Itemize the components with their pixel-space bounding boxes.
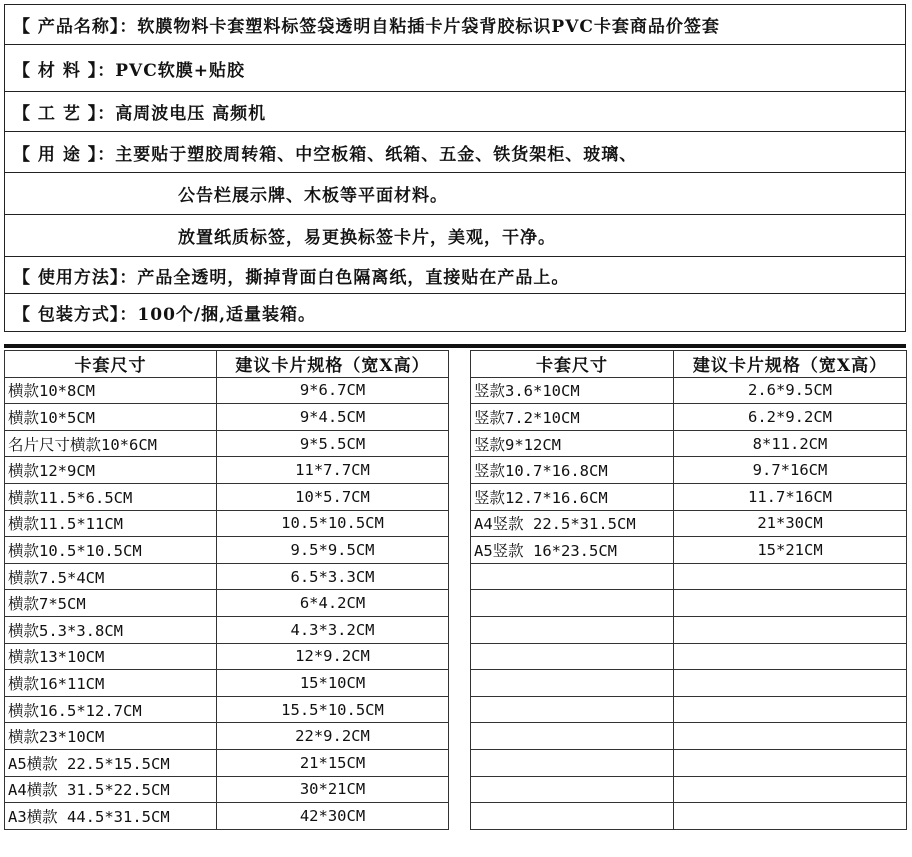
card-spec-cell: 9*6.7CM bbox=[217, 377, 449, 404]
sleeve-size-cell: 竖款10.7*16.8CM bbox=[471, 457, 674, 484]
card-spec-cell: 9.7*16CM bbox=[674, 457, 907, 484]
usage-value: 主要贴于塑胶周转箱、中空板箱、纸箱、五金、铁货架柜、玻璃、 bbox=[115, 144, 638, 165]
sleeve-size-cell: 横款11.5*11CM bbox=[5, 510, 217, 537]
table-row bbox=[5, 483, 449, 510]
card-spec-cell: 11*7.7CM bbox=[217, 457, 449, 484]
sleeve-size-cell: A5竖款 16*23.5CM bbox=[471, 537, 674, 564]
sleeve-size-cell bbox=[471, 590, 674, 617]
sleeve-size-cell: A4竖款 22.5*31.5CM bbox=[471, 510, 674, 537]
table-row bbox=[471, 537, 907, 564]
usage-label: 【 用 途 】： bbox=[13, 144, 116, 165]
card-spec-cell: 21*30CM bbox=[674, 510, 907, 537]
sleeve-size-cell: 横款16*11CM bbox=[5, 670, 217, 697]
column-header-card-spec: 建议卡片规格（宽X高） bbox=[217, 351, 449, 378]
column-header-sleeve-size: 卡套尺寸 bbox=[471, 351, 674, 378]
table-row bbox=[471, 590, 907, 617]
sleeve-size-cell bbox=[471, 803, 674, 830]
card-spec-cell: 42*30CM bbox=[217, 803, 449, 830]
card-spec-cell: 22*9.2CM bbox=[217, 723, 449, 750]
info-row-method bbox=[5, 257, 905, 294]
table-row bbox=[5, 803, 449, 830]
column-header-card-spec: 建议卡片规格（宽X高） bbox=[674, 351, 907, 378]
table-row bbox=[471, 404, 907, 431]
sleeve-size-cell bbox=[471, 616, 674, 643]
card-spec-cell bbox=[674, 803, 907, 830]
table-row bbox=[471, 616, 907, 643]
info-row-packing bbox=[5, 294, 905, 331]
card-spec-cell: 6.5*3.3CM bbox=[217, 563, 449, 590]
table-row bbox=[5, 643, 449, 670]
sleeve-size-cell: A4横款 31.5*22.5CM bbox=[5, 776, 217, 803]
sleeve-size-cell: 竖款9*12CM bbox=[471, 430, 674, 457]
table-row bbox=[471, 563, 907, 590]
card-spec-cell bbox=[674, 590, 907, 617]
table-row bbox=[471, 510, 907, 537]
info-row-usage-cont-1 bbox=[5, 173, 905, 215]
table-row bbox=[5, 537, 449, 564]
sleeve-size-cell: 横款10.5*10.5CM bbox=[5, 537, 217, 564]
sleeve-size-cell: 横款16.5*12.7CM bbox=[5, 696, 217, 723]
table-header-row bbox=[471, 351, 907, 378]
packing-value: 100个/捆,适量装箱。 bbox=[137, 305, 317, 325]
table-row bbox=[471, 670, 907, 697]
table-row bbox=[5, 723, 449, 750]
sleeve-size-cell: 横款5.3*3.8CM bbox=[5, 616, 217, 643]
card-spec-cell bbox=[674, 696, 907, 723]
table-row bbox=[471, 803, 907, 830]
table-row bbox=[471, 776, 907, 803]
card-spec-cell bbox=[674, 723, 907, 750]
card-spec-cell bbox=[674, 749, 907, 776]
card-spec-cell bbox=[674, 776, 907, 803]
card-spec-cell: 8*11.2CM bbox=[674, 430, 907, 457]
sleeve-size-cell: 横款23*10CM bbox=[5, 723, 217, 750]
usage-line-2: 公告栏展示牌、木板等平面材料。 bbox=[178, 186, 448, 206]
table-row bbox=[5, 404, 449, 431]
table-row bbox=[471, 696, 907, 723]
sleeve-size-cell bbox=[471, 776, 674, 803]
card-spec-cell: 6*4.2CM bbox=[217, 590, 449, 617]
table-row bbox=[5, 457, 449, 484]
table-row bbox=[5, 510, 449, 537]
table-row bbox=[5, 670, 449, 697]
column-header-sleeve-size: 卡套尺寸 bbox=[5, 351, 217, 378]
material-value: PVC软膜+贴胶 bbox=[115, 60, 246, 81]
card-spec-cell: 11.7*16CM bbox=[674, 483, 907, 510]
table-row bbox=[5, 590, 449, 617]
table-row bbox=[5, 696, 449, 723]
card-spec-cell: 21*15CM bbox=[217, 749, 449, 776]
sleeve-size-cell: 横款11.5*6.5CM bbox=[5, 483, 217, 510]
method-label: 【 使用方法】： bbox=[13, 267, 138, 288]
card-spec-cell: 30*21CM bbox=[217, 776, 449, 803]
card-spec-cell bbox=[674, 670, 907, 697]
card-spec-cell: 10.5*10.5CM bbox=[217, 510, 449, 537]
table-row bbox=[5, 616, 449, 643]
card-spec-cell: 9*5.5CM bbox=[217, 430, 449, 457]
card-spec-cell: 15*10CM bbox=[217, 670, 449, 697]
card-spec-cell: 15*21CM bbox=[674, 537, 907, 564]
table-row bbox=[471, 723, 907, 750]
sleeve-size-cell: 竖款3.6*10CM bbox=[471, 377, 674, 404]
sleeve-size-cell: A5横款 22.5*15.5CM bbox=[5, 749, 217, 776]
table-row bbox=[5, 377, 449, 404]
table-row bbox=[5, 563, 449, 590]
table-row bbox=[5, 430, 449, 457]
table-row bbox=[471, 457, 907, 484]
table-row bbox=[5, 749, 449, 776]
horizontal-size-table bbox=[4, 350, 449, 830]
sleeve-size-cell: A3横款 44.5*31.5CM bbox=[5, 803, 217, 830]
table-row bbox=[471, 483, 907, 510]
card-spec-cell: 4.3*3.2CM bbox=[217, 616, 449, 643]
sleeve-size-cell: 竖款12.7*16.6CM bbox=[471, 483, 674, 510]
product-info-panel bbox=[4, 4, 906, 332]
sleeve-size-cell bbox=[471, 723, 674, 750]
info-row-process bbox=[5, 92, 905, 132]
sleeve-size-cell: 横款7.5*4CM bbox=[5, 563, 217, 590]
sleeve-size-cell bbox=[471, 749, 674, 776]
info-row-usage bbox=[5, 132, 905, 173]
card-spec-cell bbox=[674, 616, 907, 643]
info-row-product-name bbox=[5, 5, 905, 45]
vertical-size-table bbox=[470, 350, 907, 830]
process-value: 高周波电压 高频机 bbox=[115, 104, 267, 124]
card-spec-cell bbox=[674, 643, 907, 670]
info-row-material bbox=[5, 45, 905, 92]
card-spec-cell: 15.5*10.5CM bbox=[217, 696, 449, 723]
product-name-label: 【 产品名称】： bbox=[13, 17, 138, 37]
table-row bbox=[471, 643, 907, 670]
material-label: 【 材 料 】： bbox=[13, 60, 116, 81]
section-divider bbox=[4, 344, 906, 348]
sleeve-size-cell: 横款10*8CM bbox=[5, 377, 217, 404]
sleeve-size-cell bbox=[471, 696, 674, 723]
sleeve-size-cell: 横款12*9CM bbox=[5, 457, 217, 484]
card-spec-cell: 12*9.2CM bbox=[217, 643, 449, 670]
sleeve-size-cell bbox=[471, 563, 674, 590]
sleeve-size-cell bbox=[471, 670, 674, 697]
card-spec-cell: 9*4.5CM bbox=[217, 404, 449, 431]
table-row bbox=[471, 749, 907, 776]
sleeve-size-cell: 名片尺寸横款10*6CM bbox=[5, 430, 217, 457]
sleeve-size-cell: 横款13*10CM bbox=[5, 643, 217, 670]
process-label: 【 工 艺 】： bbox=[13, 104, 116, 124]
info-row-usage-cont-2 bbox=[5, 215, 905, 257]
card-spec-cell: 6.2*9.2CM bbox=[674, 404, 907, 431]
card-spec-cell bbox=[674, 563, 907, 590]
table-row bbox=[5, 776, 449, 803]
table-row bbox=[471, 377, 907, 404]
table-row bbox=[471, 430, 907, 457]
card-spec-cell: 9.5*9.5CM bbox=[217, 537, 449, 564]
card-spec-cell: 2.6*9.5CM bbox=[674, 377, 907, 404]
sleeve-size-cell: 竖款7.2*10CM bbox=[471, 404, 674, 431]
sleeve-size-cell: 横款7*5CM bbox=[5, 590, 217, 617]
usage-line-3: 放置纸质标签，易更换标签卡片，美观，干净。 bbox=[178, 228, 556, 248]
table-header-row bbox=[5, 351, 449, 378]
product-name-value: 软膜物料卡套塑料标签袋透明自粘插卡片袋背胶标识PVC卡套商品价签套 bbox=[137, 17, 720, 37]
packing-label: 【 包装方式】： bbox=[13, 305, 138, 325]
sleeve-size-cell: 横款10*5CM bbox=[5, 404, 217, 431]
card-spec-cell: 10*5.7CM bbox=[217, 483, 449, 510]
sleeve-size-cell bbox=[471, 643, 674, 670]
method-value: 产品全透明，撕掉背面白色隔离纸，直接贴在产品上。 bbox=[137, 267, 570, 288]
